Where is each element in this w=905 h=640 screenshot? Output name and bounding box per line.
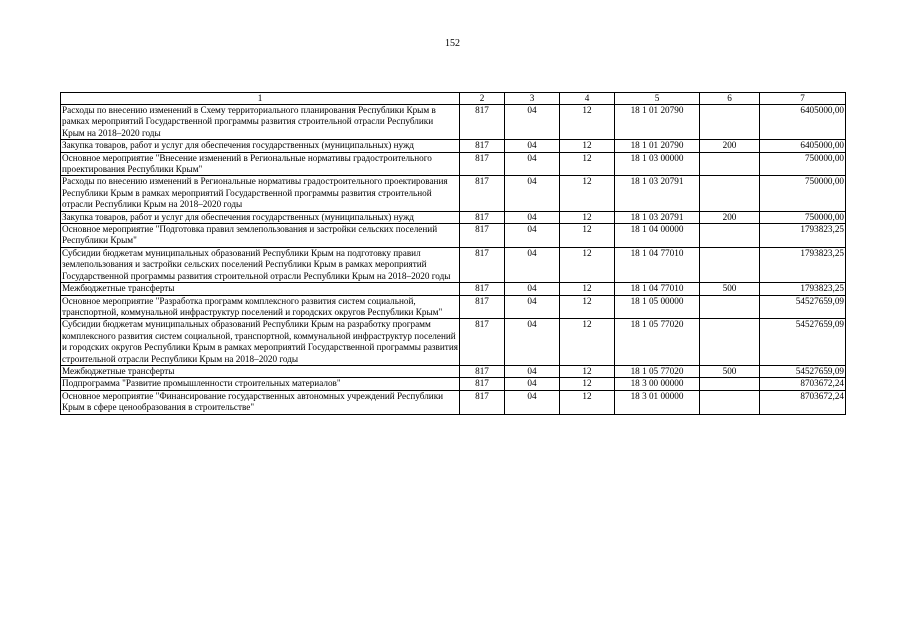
column-header: 3 bbox=[505, 93, 560, 105]
table-row bbox=[61, 140, 846, 152]
row-subsection: 12 bbox=[560, 105, 615, 140]
table-row bbox=[61, 283, 846, 295]
column-header: 6 bbox=[700, 93, 760, 105]
row-target-article: 18 1 04 77010 bbox=[615, 247, 700, 282]
table-row bbox=[61, 211, 846, 223]
row-section: 04 bbox=[505, 247, 560, 282]
row-amount: 8703672,24 bbox=[760, 390, 846, 414]
row-target-article: 18 1 03 00000 bbox=[615, 152, 700, 176]
row-section: 04 bbox=[505, 211, 560, 223]
row-target-article: 18 1 01 20790 bbox=[615, 105, 700, 140]
row-section: 04 bbox=[505, 319, 560, 366]
table-row bbox=[61, 295, 846, 319]
row-expense-type: 200 bbox=[700, 211, 760, 223]
row-admin-code: 817 bbox=[460, 224, 505, 248]
row-target-article: 18 1 05 00000 bbox=[615, 295, 700, 319]
row-admin-code: 817 bbox=[460, 247, 505, 282]
row-subsection: 12 bbox=[560, 283, 615, 295]
row-section: 04 bbox=[505, 176, 560, 211]
row-expense-type: 200 bbox=[700, 140, 760, 152]
row-description: Субсидии бюджетам муниципальных образований Республики Крым на разработку программ комплексного развития систем социальной, транспортной, коммунальной инфраструктур поселений и городских округов Республики Крым в рамках мероприятий Государственной программы развития строительной отрасли Республики Крым на 2018–2020 годы bbox=[62, 319, 458, 364]
row-admin-code: 817 bbox=[460, 176, 505, 211]
row-amount: 750000,00 bbox=[760, 176, 846, 211]
row-subsection: 12 bbox=[560, 378, 615, 390]
table-row bbox=[61, 390, 846, 414]
row-description: Межбюджетные трансферты bbox=[61, 283, 460, 295]
row-expense-type: 500 bbox=[700, 365, 760, 377]
row-expense-type bbox=[700, 176, 760, 211]
row-target-article: 18 1 04 77010 bbox=[615, 283, 700, 295]
row-admin-code: 817 bbox=[460, 152, 505, 176]
table-row bbox=[61, 378, 846, 390]
page-number: 152 bbox=[445, 38, 460, 49]
row-amount: 54527659,09 bbox=[760, 319, 846, 366]
column-header: 1 bbox=[61, 93, 460, 105]
row-target-article: 18 1 01 20790 bbox=[615, 140, 700, 152]
row-admin-code: 817 bbox=[460, 365, 505, 377]
row-subsection: 12 bbox=[560, 224, 615, 248]
row-expense-type bbox=[700, 390, 760, 414]
row-section: 04 bbox=[505, 283, 560, 295]
row-description: Расходы по внесению изменений в Региональные нормативы градостроительного проектирования Республики Крым в рамках мероприятий Государственной программы развития строительной отрасли Республики Крым на 2018–2020 годы bbox=[61, 176, 460, 211]
row-description: Закупка товаров, работ и услуг для обеспечения государственных (муниципальных) нужд bbox=[61, 140, 460, 152]
row-amount: 6405000,00 bbox=[760, 105, 846, 140]
table-row bbox=[61, 319, 846, 366]
header-row bbox=[61, 93, 846, 105]
column-header: 2 bbox=[460, 93, 505, 105]
row-amount: 750000,00 bbox=[760, 152, 846, 176]
row-subsection: 12 bbox=[560, 319, 615, 366]
row-target-article: 18 1 04 00000 bbox=[615, 224, 700, 248]
column-header: 7 bbox=[760, 93, 846, 105]
row-amount: 8703672,24 bbox=[760, 378, 846, 390]
row-target-article: 18 3 01 00000 bbox=[615, 390, 700, 414]
row-description: Подпрограмма "Развитие промышленности строительных материалов" bbox=[61, 378, 460, 390]
budget-table bbox=[60, 92, 846, 415]
row-expense-type bbox=[700, 319, 760, 366]
row-description: Субсидии бюджетам муниципальных образований Республики Крым на подготовку правил землепользования и застройки сельских поселений Республики Крым в рамках мероприятий Государственной программы развития строительной отрасли Республики Крым на 2018–2020 годы bbox=[61, 247, 460, 282]
row-description: Расходы по внесению изменений в Схему территориального планирования Республики Крым в рамках мероприятий Государственной программы развития строительной отрасли Республики Крым на 2018–2020 годы bbox=[61, 105, 460, 140]
row-description: Основное мероприятие "Внесение изменений в Региональные нормативы градостроительного проектирования Республики Крым" bbox=[61, 152, 460, 176]
row-target-article: 18 1 03 20791 bbox=[615, 176, 700, 211]
row-expense-type bbox=[700, 152, 760, 176]
row-amount: 6405000,00 bbox=[760, 140, 846, 152]
row-expense-type bbox=[700, 378, 760, 390]
row-subsection: 12 bbox=[560, 176, 615, 211]
row-subsection: 12 bbox=[560, 390, 615, 414]
row-admin-code: 817 bbox=[460, 140, 505, 152]
row-amount: 54527659,09 bbox=[760, 365, 846, 377]
table-row bbox=[61, 105, 846, 140]
row-subsection: 12 bbox=[560, 211, 615, 223]
row-description: Основное мероприятие "Финансирование государственных автономных учреждений Республики Крым в сфере ценообразования в строительстве" bbox=[61, 390, 460, 414]
row-target-article: 18 1 05 77020 bbox=[615, 365, 700, 377]
row-section: 04 bbox=[505, 152, 560, 176]
row-description: Межбюджетные трансферты bbox=[61, 365, 460, 377]
row-subsection: 12 bbox=[560, 365, 615, 377]
column-header: 4 bbox=[560, 93, 615, 105]
row-admin-code: 817 bbox=[460, 295, 505, 319]
row-target-article: 18 3 00 00000 bbox=[615, 378, 700, 390]
table-row bbox=[61, 365, 846, 377]
row-section: 04 bbox=[505, 390, 560, 414]
row-section: 04 bbox=[505, 105, 560, 140]
row-admin-code: 817 bbox=[460, 211, 505, 223]
row-subsection: 12 bbox=[560, 247, 615, 282]
row-admin-code: 817 bbox=[460, 319, 505, 366]
table-row bbox=[61, 224, 846, 248]
row-subsection: 12 bbox=[560, 152, 615, 176]
row-section: 04 bbox=[505, 295, 560, 319]
table-row bbox=[61, 247, 846, 282]
row-description: Закупка товаров, работ и услуг для обеспечения государственных (муниципальных) нужд bbox=[61, 211, 460, 223]
row-section: 04 bbox=[505, 140, 560, 152]
row-amount: 1793823,25 bbox=[760, 224, 846, 248]
table-row bbox=[61, 152, 846, 176]
row-expense-type bbox=[700, 295, 760, 319]
row-admin-code: 817 bbox=[460, 105, 505, 140]
row-subsection: 12 bbox=[560, 140, 615, 152]
row-expense-type bbox=[700, 247, 760, 282]
row-admin-code: 817 bbox=[460, 283, 505, 295]
row-expense-type: 500 bbox=[700, 283, 760, 295]
row-amount: 1793823,25 bbox=[760, 247, 846, 282]
row-amount: 750000,00 bbox=[760, 211, 846, 223]
column-header: 5 bbox=[615, 93, 700, 105]
row-description: Основное мероприятие "Разработка программ комплексного развития систем социальной, транспортной, коммунальной инфраструктур поселений и городских округов Республики Крым" bbox=[61, 295, 460, 319]
row-admin-code: 817 bbox=[460, 390, 505, 414]
row-subsection: 12 bbox=[560, 295, 615, 319]
row-description: Основное мероприятие "Подготовка правил землепользования и застройки сельских поселений Республики Крым" bbox=[61, 224, 460, 248]
row-section: 04 bbox=[505, 365, 560, 377]
row-amount: 1793823,25 bbox=[760, 283, 846, 295]
table-row bbox=[61, 176, 846, 211]
row-section: 04 bbox=[505, 224, 560, 248]
row-target-article: 18 1 05 77020 bbox=[615, 319, 700, 366]
row-expense-type bbox=[700, 105, 760, 140]
row-target-article: 18 1 03 20791 bbox=[615, 211, 700, 223]
row-expense-type bbox=[700, 224, 760, 248]
row-section: 04 bbox=[505, 378, 560, 390]
row-amount: 54527659,09 bbox=[760, 295, 846, 319]
row-admin-code: 817 bbox=[460, 378, 505, 390]
